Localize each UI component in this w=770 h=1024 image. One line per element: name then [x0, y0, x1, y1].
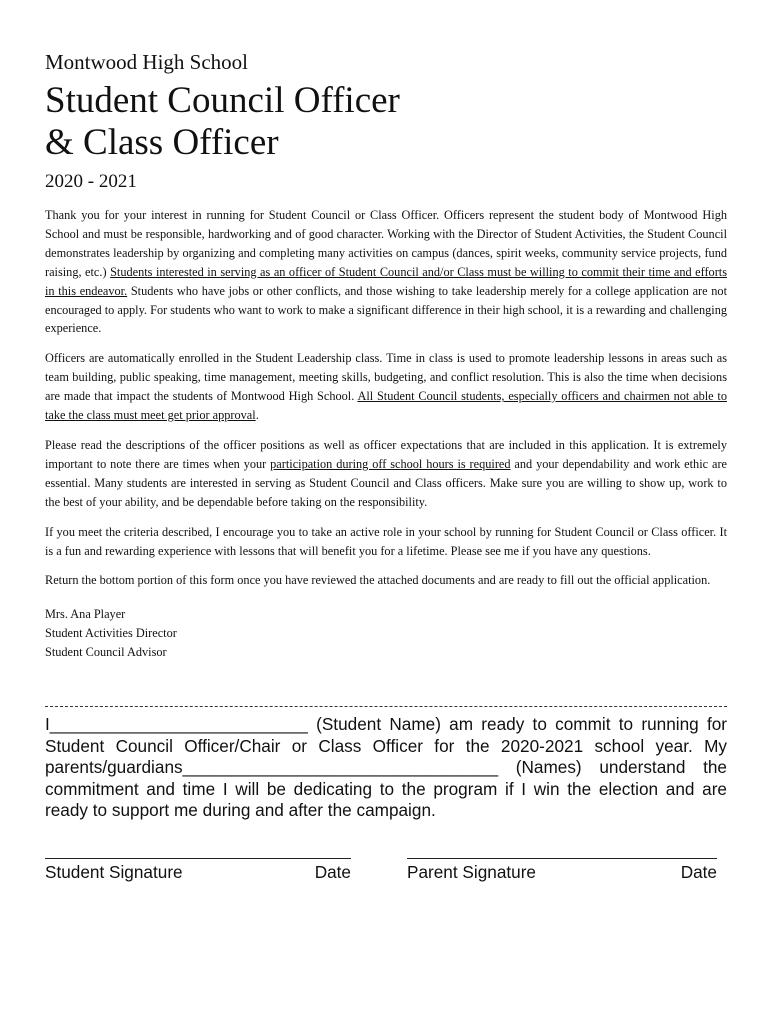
intro-paragraph — [45, 206, 727, 338]
cut-line-divider — [45, 706, 727, 707]
leadership-text-end: . — [255, 408, 259, 423]
student-signature-field[interactable] — [45, 840, 351, 883]
student-date-label: Date — [314, 862, 351, 882]
advisor-title: Student Council Advisor — [45, 645, 167, 660]
parent-date-label: Date — [680, 862, 717, 882]
title-line-2: & Class Officer — [45, 122, 279, 163]
parent-signature-label: Parent Signature — [407, 862, 536, 882]
expectations-text: Please read the descriptions of the officer positions as well as officer expectations that are included in this application. It is extremely important to note there are times when your — [45, 437, 727, 471]
advisor-name: Mrs. Ana Player — [45, 607, 126, 622]
title-line-1: Student Council Officer — [45, 80, 400, 121]
expectations-text-end: and your dependability and work ethic are essential. Many students are interested in serving as Student Council and Class officers. Make sure you are willing to show up, work to the best of your ability, and be dependable before taking on the responsibility. — [45, 456, 727, 509]
return-paragraph: Return the bottom portion of this form once you have reviewed the attached documents and are ready to fill out the official application. — [45, 573, 711, 588]
intro-text: Thank you for your interest in running for Student Council or Class Officer. Officers represent the student body of Montwood High School and must be responsible, hardworking and of good character. Working with the Director of Student Activities, the Student Council demonstrates leadership by organizing and completing many activities on campus (dances, spirit weeks, community service projects, fund raising, etc.) — [45, 208, 727, 279]
student-signature-label: Student Signature — [45, 862, 183, 882]
advisor-role: Student Activities Director — [45, 626, 177, 641]
expectations-paragraph — [45, 436, 727, 512]
expectations-underlined: participation during off school hours is required — [270, 456, 511, 471]
parent-signature-line[interactable] — [407, 840, 717, 859]
intro-text-end: Students who have jobs or other conflicts, and those wishing to take leadership merely for a college application are not encouraged to apply. For students who want to work to make a significant difference in their high school, it is a rewarding and challenging experience. — [45, 283, 727, 336]
parent-signature-field[interactable] — [407, 840, 717, 883]
commitment-statement[interactable]: I___________________________ (Student Name) am ready to commit to running for Student Council Officer/Chair or Class Officer for the 2020-2021 school year. My parents/guardians_________________________________ (Names) understand the commitment and time I will be dedicating to the program if I win the election and are ready to support me during and after the campaign. — [45, 714, 727, 821]
school-name: Montwood High School — [45, 50, 249, 74]
leadership-underlined: All Student Council students, especially officers and chairmen not able to take the class must meet get prior approval — [45, 389, 727, 423]
document-page — [45, 48, 727, 662]
encouragement-paragraph: If you meet the criteria described, I encourage you to take an active role in your school by running for Student Council or Class officer. It is a fun and rewarding experience with lessons that will benefit you for a lifetime. Please see me if you have any questions. — [45, 524, 727, 558]
intro-underlined: Students interested in serving as an officer of Student Council and/or Class must be willing to commit their time and efforts in this endeavor. — [45, 264, 727, 298]
school-year: 2020 - 2021 — [45, 171, 137, 192]
advisor-signature-block — [45, 605, 727, 662]
leadership-paragraph — [45, 349, 727, 425]
leadership-text: Officers are automatically enrolled in the Student Leadership class. Time in class is used to promote leadership lessons in areas such as team building, public speaking, time management, meeting skills, budgeting, and conflict resolution. This is also the time when decisions are made that impact the students of Montwood High School. — [45, 351, 727, 404]
student-signature-line[interactable] — [45, 840, 351, 859]
